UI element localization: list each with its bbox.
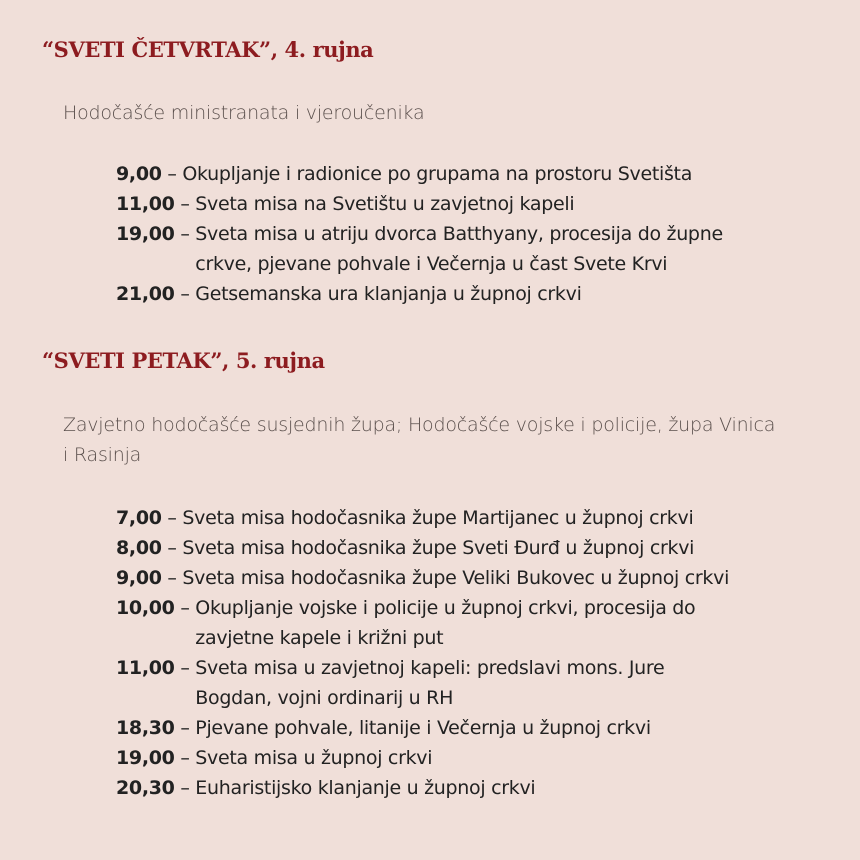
item-text: Sveta misa hodočasnika župe Sveti Đurđ u župnoj crkvi xyxy=(182,537,695,559)
item-time: 18,30 xyxy=(116,717,175,739)
item-time: 7,00 xyxy=(116,507,162,529)
item-time: 20,30 xyxy=(116,777,175,799)
schedule-item xyxy=(116,279,816,309)
schedule-item xyxy=(116,653,816,713)
item-time: 9,00 xyxy=(116,567,162,589)
item-text: Okupljanje vojske i policije u župnoj crkvi, procesija do zavjetne kapele i križni put xyxy=(195,597,696,649)
item-text: Sveta misa hodočasnika župe Veliki Bukovec u župnoj crkvi xyxy=(182,567,730,589)
friday-schedule xyxy=(116,503,816,803)
friday-subtitle: Zavjetno hodočašće susjednih župa; Hodočašće vojske i policije, župa Vinica i Rasinja xyxy=(63,414,776,466)
item-separator: – xyxy=(161,163,183,185)
item-time: 11,00 xyxy=(116,657,175,679)
thursday-subtitle: Hodočašće ministranata i vjeroučenika xyxy=(63,102,425,124)
item-text: Sveta misa hodočasnika župe Martijanec u župnoj crkvi xyxy=(182,507,694,529)
item-time: 8,00 xyxy=(116,537,162,559)
schedule-item xyxy=(116,219,816,279)
item-text: Sveta misa u atriju dvorca Batthyany, procesija do župne crkve, pjevane pohvale i Večernja u čast Svete Krvi xyxy=(195,223,723,275)
item-separator: – xyxy=(161,537,183,559)
item-text: Okupljanje i radionice po grupama na prostoru Svetišta xyxy=(182,163,693,185)
schedule-item xyxy=(116,743,816,773)
item-text: Pjevane pohvale, litanije i Večernja u župnoj crkvi xyxy=(195,717,651,739)
schedule-item xyxy=(116,533,816,563)
schedule-item xyxy=(116,159,816,189)
friday-title: “SVETI PETAK”, 5. rujna xyxy=(42,348,325,373)
item-text: Sveta misa na Svetištu u zavjetnoj kapeli xyxy=(195,193,575,215)
thursday-schedule xyxy=(116,159,816,309)
item-separator: – xyxy=(174,193,196,215)
schedule-item xyxy=(116,563,816,593)
item-separator: – xyxy=(174,717,196,739)
item-separator: – xyxy=(174,657,196,679)
item-text: Sveta misa u župnoj crkvi xyxy=(195,747,433,769)
schedule-item xyxy=(116,189,816,219)
item-time: 10,00 xyxy=(116,597,175,619)
item-time: 9,00 xyxy=(116,163,162,185)
item-separator: – xyxy=(174,283,196,305)
schedule-item xyxy=(116,503,816,533)
item-time: 21,00 xyxy=(116,283,175,305)
item-text: Getsemanska ura klanjanja u župnoj crkvi xyxy=(195,283,582,305)
schedule-item xyxy=(116,773,816,803)
item-text: Sveta misa u zavjetnoj kapeli: predslavi mons. Jure Bogdan, vojni ordinarij u RH xyxy=(195,657,665,709)
schedule-item xyxy=(116,593,816,653)
thursday-title: “SVETI ČETVRTAK”, 4. rujna xyxy=(42,37,374,62)
item-text: Euharistijsko klanjanje u župnoj crkvi xyxy=(195,777,536,799)
item-time: 11,00 xyxy=(116,193,175,215)
item-time: 19,00 xyxy=(116,223,175,245)
schedule-item xyxy=(116,713,816,743)
item-separator: – xyxy=(174,597,196,619)
item-time: 19,00 xyxy=(116,747,175,769)
item-separator: – xyxy=(174,747,196,769)
item-separator: – xyxy=(161,507,183,529)
item-separator: – xyxy=(174,223,196,245)
item-separator: – xyxy=(174,777,196,799)
item-separator: – xyxy=(161,567,183,589)
